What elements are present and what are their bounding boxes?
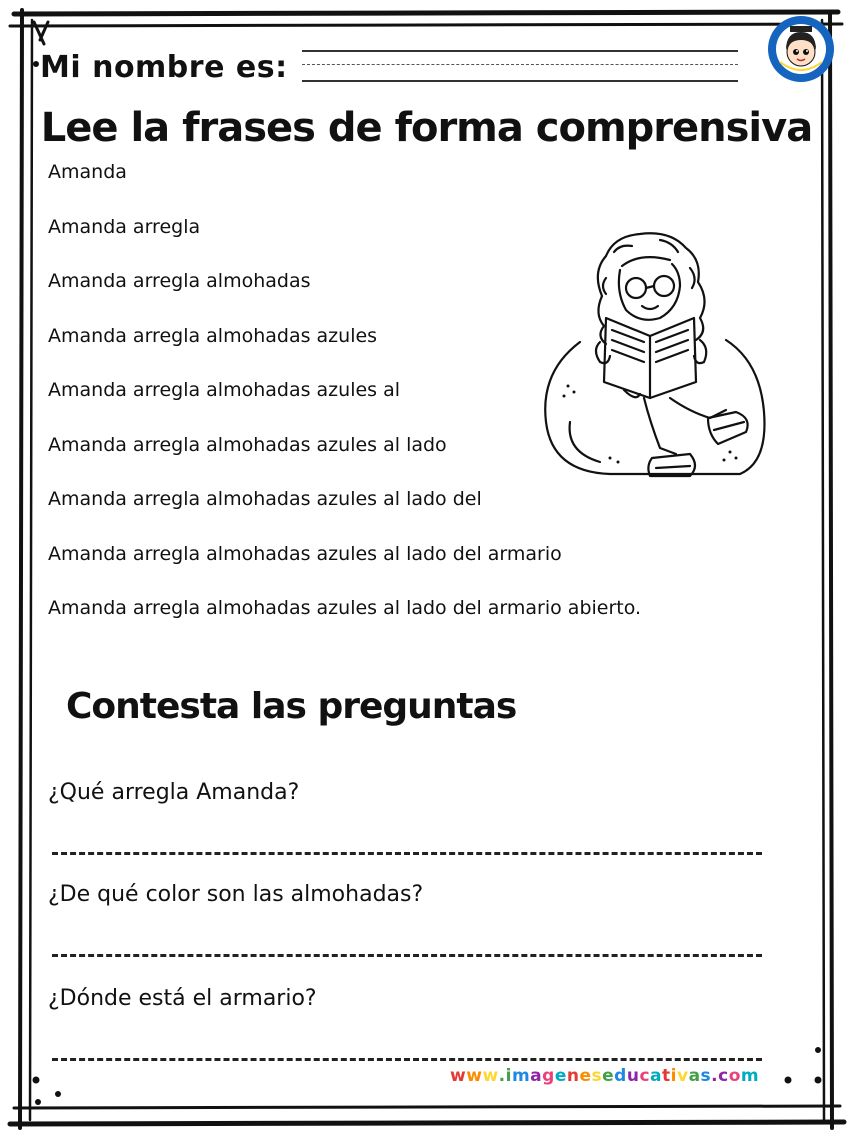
sentence-item: Amanda arregla almohadas azules al: [48, 379, 401, 401]
answer-line[interactable]: [52, 954, 762, 957]
sentence-item: Amanda arregla almohadas azules al lado del armario abierto.: [48, 597, 642, 619]
sentence-item: Amanda arregla almohadas: [48, 270, 311, 292]
girl-reading-illustration: [540, 222, 768, 506]
question-text: ¿De qué color son las almohadas?: [48, 882, 424, 907]
question-block-3: [48, 984, 768, 1061]
sentence-item: Amanda arregla almohadas azules al lado del armario: [48, 542, 562, 565]
name-label: Mi nombre es:: [40, 50, 288, 85]
website-footer: [450, 1066, 759, 1086]
sentence-item: Amanda arregla almohadas azules: [48, 324, 378, 347]
question-block-1: [48, 778, 768, 855]
sentence-item: Amanda arregla almohadas azules al lado del: [48, 488, 482, 510]
answer-line[interactable]: [52, 852, 762, 855]
questions-title: Contesta las preguntas: [66, 686, 517, 727]
question-block-2: [48, 880, 768, 957]
website-text: www.imageneseducativas.com: [450, 1066, 760, 1086]
sentence-item: Amanda arregla almohadas azules al lado: [48, 433, 447, 456]
imageneseducativas-logo: [766, 14, 836, 84]
worksheet-title: Lee la frases de forma comprensiva: [40, 105, 813, 151]
answer-line[interactable]: [52, 1058, 762, 1061]
sentence-item: Amanda arregla: [48, 215, 201, 238]
name-writing-lines[interactable]: [302, 48, 738, 84]
name-row: [40, 50, 288, 85]
question-text: ¿Dónde está el armario?: [48, 986, 317, 1011]
question-text: ¿Qué arregla Amanda?: [48, 780, 300, 805]
sentence-item: Amanda: [48, 161, 127, 183]
